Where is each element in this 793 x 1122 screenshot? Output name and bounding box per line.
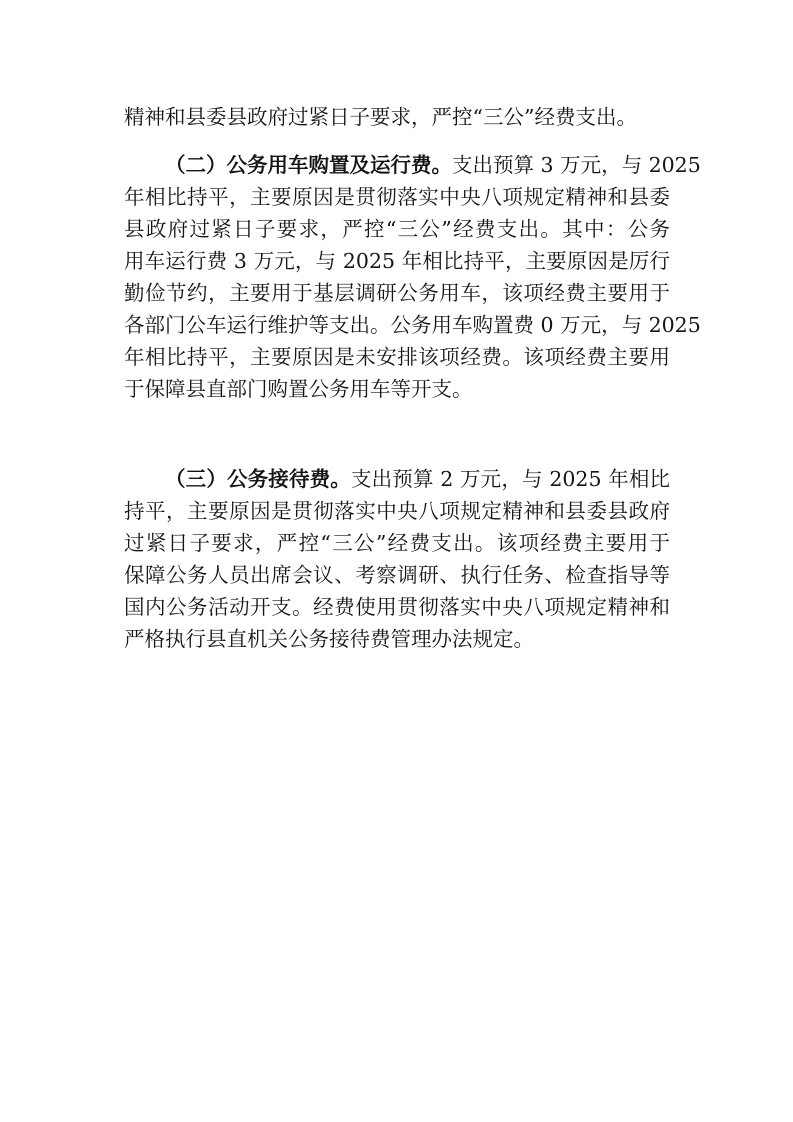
text-line-body: 支出预算 2 万元，与 2025 年相比 (350, 467, 671, 491)
text-line: 用车运行费 3 万元，与 2025 年相比持平，主要原因是厉行 (124, 249, 670, 273)
text-line-body: 支出预算 3 万元，与 2025 (452, 153, 701, 177)
section-heading-vehicle: （二）公务用车购置及运行费。 (165, 153, 452, 177)
text-line: 县政府过紧日子要求，严控“三公”经费支出。其中：公务 (124, 217, 670, 241)
text-line: 于保障县直部门购置公务用车等开支。 (124, 377, 473, 401)
text-line: 严格执行县直机关公务接待费管理办法规定。 (124, 627, 534, 651)
paragraph-continuation (124, 101, 670, 133)
text-line (124, 149, 701, 181)
text-line: 年相比持平，主要原因是贯彻落实中央八项规定精神和县委 (124, 185, 670, 209)
text-line: 国内公务活动开支。经费使用贯彻落实中央八项规定精神和 (124, 595, 670, 619)
section-heading-reception: （三）公务接待费。 (165, 467, 351, 491)
text-line: 保障公务人员出席会议、考察调研、执行任务、检查指导等 (124, 563, 670, 587)
paragraph-reception-expenses (124, 463, 670, 655)
text-line (124, 463, 670, 495)
text-line: 过紧日子要求，严控“三公”经费支出。该项经费主要用于 (124, 531, 670, 555)
text-line: 年相比持平，主要原因是未安排该项经费。该项经费主要用 (124, 345, 670, 369)
text-line: 精神和县委县政府过紧日子要求，严控“三公”经费支出。 (124, 105, 637, 129)
text-line: 持平，主要原因是贯彻落实中央八项规定精神和县委县政府 (124, 499, 670, 523)
paragraph-vehicle-expenses (124, 149, 701, 405)
text-line: 勤俭节约，主要用于基层调研公务用车，该项经费主要用于 (124, 281, 670, 305)
text-line: 各部门公车运行维护等支出。公务用车购置费 0 万元，与 2025 (124, 313, 701, 337)
